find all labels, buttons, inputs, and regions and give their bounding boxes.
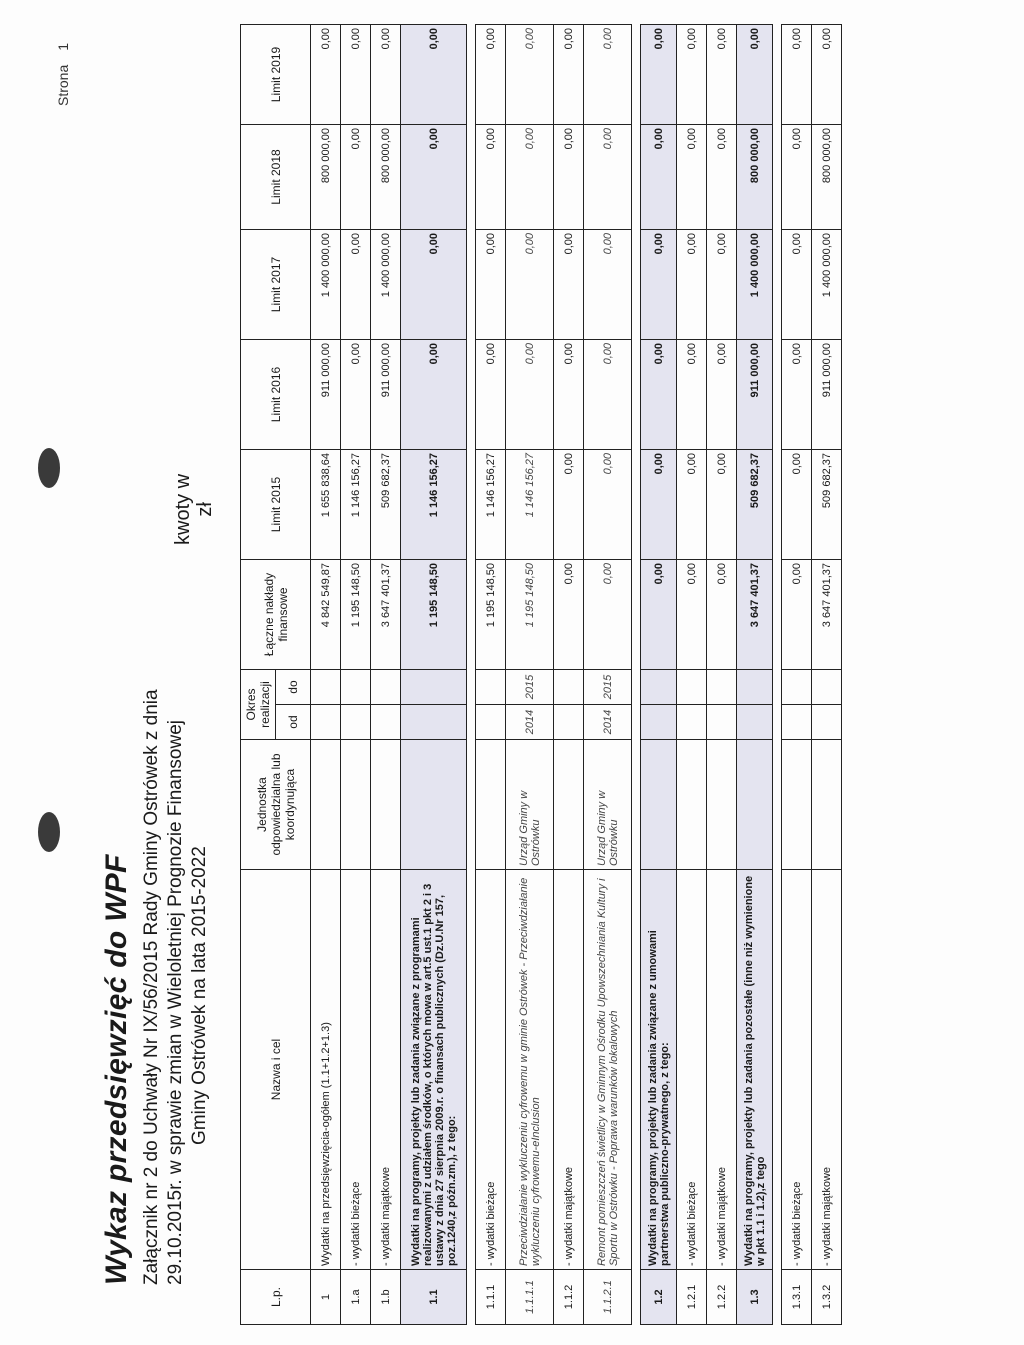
cell-l2016: 0,00: [476, 340, 506, 450]
cell-l2018: 0,00: [782, 125, 812, 230]
cell-unit: [341, 740, 371, 870]
table-row: [371, 25, 401, 1325]
cell-lp: 1.3.1: [782, 1270, 812, 1325]
cell-l2017: 0,00: [341, 230, 371, 340]
cell-l2018: 0,00: [554, 125, 584, 230]
cell-lp: 1.1.2: [554, 1270, 584, 1325]
cell-l2016: 911 000,00: [311, 340, 341, 450]
cell-name: - wydatki majątkowe: [812, 870, 842, 1270]
table-row: [506, 25, 554, 1325]
cell-od: [311, 705, 341, 740]
cell-l2019: 0,00: [812, 25, 842, 125]
cell-total: 0,00: [707, 560, 737, 670]
cell-l2018: 800 000,00: [737, 125, 773, 230]
cell-name: - wydatki bieżące: [476, 870, 506, 1270]
cell-lp: 1.3: [737, 1270, 773, 1325]
cell-l2015: 1 146 156,27: [506, 450, 554, 560]
col-period-to: do: [276, 670, 311, 705]
cell-do: [401, 670, 467, 705]
cell-l2015: 0,00: [707, 450, 737, 560]
cell-l2017: 0,00: [554, 230, 584, 340]
cell-do: [737, 670, 773, 705]
cell-total: 3 647 401,37: [737, 560, 773, 670]
cell-od: [737, 705, 773, 740]
cell-l2015: 0,00: [641, 450, 677, 560]
table-gap-cell: [467, 25, 476, 1325]
cell-do: [812, 670, 842, 705]
currency-note-line2: zł: [194, 502, 216, 517]
cell-l2015: 0,00: [782, 450, 812, 560]
table-row: [707, 25, 737, 1325]
cell-l2019: 0,00: [476, 25, 506, 125]
cell-total: 0,00: [584, 560, 632, 670]
cell-od: [677, 705, 707, 740]
cell-l2016: 0,00: [584, 340, 632, 450]
cell-name: - wydatki majątkowe: [554, 870, 584, 1270]
cell-name: - wydatki majątkowe: [371, 870, 401, 1270]
cell-do: 2015: [584, 670, 632, 705]
cell-l2017: 0,00: [506, 230, 554, 340]
cell-total: 1 195 148,50: [476, 560, 506, 670]
cell-l2019: 0,00: [584, 25, 632, 125]
col-limit-2017: Limit 2017: [241, 230, 311, 340]
cell-unit: [677, 740, 707, 870]
cell-lp: 1.b: [371, 1270, 401, 1325]
cell-lp: 1.2.2: [707, 1270, 737, 1325]
col-lp: L.p.: [241, 1270, 311, 1325]
cell-od: 2014: [506, 705, 554, 740]
cell-do: [707, 670, 737, 705]
cell-unit: [311, 740, 341, 870]
cell-od: [371, 705, 401, 740]
cell-l2018: 0,00: [707, 125, 737, 230]
table-row: [812, 25, 842, 1325]
cell-l2016: 911 000,00: [371, 340, 401, 450]
table-gap: [773, 25, 782, 1325]
cell-unit: [554, 740, 584, 870]
cell-od: [641, 705, 677, 740]
table-row: [737, 25, 773, 1325]
cell-l2019: 0,00: [341, 25, 371, 125]
cell-l2016: 0,00: [782, 340, 812, 450]
table-row: [341, 25, 371, 1325]
cell-l2015: 0,00: [584, 450, 632, 560]
cell-name: Remont pomieszczeń świetlicy w Gminnym Ośrodku Upowszechniania Kultury i Sportu w Ostrówku - Poprawa warunków lokalowych: [584, 870, 632, 1270]
col-period-from: od: [276, 705, 311, 740]
table-row: [311, 25, 341, 1325]
cell-l2017: 0,00: [677, 230, 707, 340]
cell-l2015: 1 146 156,27: [341, 450, 371, 560]
cell-lp: 1.3.2: [812, 1270, 842, 1325]
cell-l2017: 0,00: [401, 230, 467, 340]
cell-l2017: 1 400 000,00: [812, 230, 842, 340]
cell-unit: [707, 740, 737, 870]
cell-l2018: 0,00: [401, 125, 467, 230]
cell-l2016: 0,00: [554, 340, 584, 450]
cell-l2015: 0,00: [554, 450, 584, 560]
cell-l2019: 0,00: [737, 25, 773, 125]
col-limit-2018: Limit 2018: [241, 125, 311, 230]
col-limit-2015: Limit 2015: [241, 450, 311, 560]
cell-od: 2014: [584, 705, 632, 740]
cell-l2016: 0,00: [506, 340, 554, 450]
cell-name: - wydatki bieżące: [677, 870, 707, 1270]
cell-total: 1 195 148,50: [506, 560, 554, 670]
cell-do: 2015: [506, 670, 554, 705]
cell-do: [677, 670, 707, 705]
cell-l2018: 800 000,00: [311, 125, 341, 230]
cell-l2016: 911 000,00: [737, 340, 773, 450]
cell-do: [641, 670, 677, 705]
cell-l2017: 1 400 000,00: [737, 230, 773, 340]
cell-l2015: 1 146 156,27: [476, 450, 506, 560]
cell-unit: [641, 740, 677, 870]
table-gap-cell: [632, 25, 641, 1325]
cell-lp: 1.1.1.1: [506, 1270, 554, 1325]
currency-note: [172, 474, 216, 545]
cell-l2015: 509 682,37: [812, 450, 842, 560]
cell-od: [782, 705, 812, 740]
cell-l2016: 0,00: [341, 340, 371, 450]
cell-od: [707, 705, 737, 740]
cell-do: [476, 670, 506, 705]
cell-l2019: 0,00: [677, 25, 707, 125]
cell-do: [371, 670, 401, 705]
cell-lp: 1.1.2.1: [584, 1270, 632, 1325]
col-period: Okres realizacji: [241, 670, 276, 740]
cell-unit: [782, 740, 812, 870]
cell-unit: [401, 740, 467, 870]
cell-l2019: 0,00: [401, 25, 467, 125]
cell-l2016: 0,00: [641, 340, 677, 450]
table-row: [401, 25, 467, 1325]
currency-note-line1: kwoty w: [172, 473, 194, 545]
cell-name: - wydatki majątkowe: [707, 870, 737, 1270]
cell-unit: Urząd Gminy w Ostrówku: [506, 740, 554, 870]
cell-total: 1 195 148,50: [341, 560, 371, 670]
cell-name: Przeciwdziałanie wykluczeniu cyfrowemu w gminie Ostrówek - Przeciwdziałanie wykluczeniu cyfrowemu-eInclusion: [506, 870, 554, 1270]
cell-total: 0,00: [641, 560, 677, 670]
cell-lp: 1.1.1: [476, 1270, 506, 1325]
cell-unit: [812, 740, 842, 870]
cell-l2016: 0,00: [401, 340, 467, 450]
cell-do: [341, 670, 371, 705]
cell-od: [476, 705, 506, 740]
cell-l2019: 0,00: [707, 25, 737, 125]
cell-l2016: 0,00: [677, 340, 707, 450]
cell-unit: [737, 740, 773, 870]
page-number: [55, 43, 71, 120]
cell-l2018: 800 000,00: [812, 125, 842, 230]
cell-l2016: 0,00: [707, 340, 737, 450]
col-limit-2016: Limit 2016: [241, 340, 311, 450]
cell-l2018: 800 000,00: [371, 125, 401, 230]
cell-l2018: 0,00: [677, 125, 707, 230]
cell-l2015: 509 682,37: [737, 450, 773, 560]
col-total: Łączne nakłady finansowe: [241, 560, 311, 670]
cell-lp: 1.1: [401, 1270, 467, 1325]
cell-l2017: 1 400 000,00: [311, 230, 341, 340]
cell-l2017: 0,00: [707, 230, 737, 340]
cell-l2018: 0,00: [506, 125, 554, 230]
cell-od: [812, 705, 842, 740]
cell-l2019: 0,00: [554, 25, 584, 125]
subtitle-line-2: 29.10.2015r. w sprawie zmian w Wieloletniej Prognozie Finansowej: [165, 719, 186, 1285]
table-body: [311, 25, 842, 1325]
cell-l2019: 0,00: [311, 25, 341, 125]
cell-total: 3 647 401,37: [812, 560, 842, 670]
cell-name: - wydatki bieżące: [782, 870, 812, 1270]
cell-name: Wydatki na programy, projekty lub zadania związane z umowami partnerstwa publiczno-prywatnego, z tego:: [641, 870, 677, 1270]
cell-do: [782, 670, 812, 705]
cell-l2019: 0,00: [371, 25, 401, 125]
cell-total: 3 647 401,37: [371, 560, 401, 670]
cell-l2019: 0,00: [782, 25, 812, 125]
cell-name: - wydatki bieżące: [341, 870, 371, 1270]
page-number-value: 1: [55, 42, 71, 51]
cell-l2017: 1 400 000,00: [371, 230, 401, 340]
table-row: [476, 25, 506, 1325]
subtitle-line-3: Gminy Ostrówek na lata 2015-2022: [189, 846, 210, 1145]
cell-total: 0,00: [554, 560, 584, 670]
cell-unit: [476, 740, 506, 870]
cell-l2015: 0,00: [677, 450, 707, 560]
cell-name: Wydatki na programy, projekty lub zadania pozostałe (inne niż wymienione w pkt 1.1 i 1.2),z tego: [737, 870, 773, 1270]
col-name: Nazwa i cel: [241, 870, 311, 1270]
table-gap: [632, 25, 641, 1325]
cell-total: 0,00: [782, 560, 812, 670]
cell-l2016: 911 000,00: [812, 340, 842, 450]
cell-lp: 1.2.1: [677, 1270, 707, 1325]
cell-total: 0,00: [677, 560, 707, 670]
cell-l2017: 0,00: [584, 230, 632, 340]
document-title: Wykaz przedsięwzięć do WPF: [100, 854, 133, 1285]
cell-unit: [371, 740, 401, 870]
page-label: Strona: [55, 64, 71, 106]
cell-do: [554, 670, 584, 705]
col-limit-2019: Limit 2019: [241, 25, 311, 125]
cell-l2018: 0,00: [584, 125, 632, 230]
cell-l2017: 0,00: [476, 230, 506, 340]
cell-od: [554, 705, 584, 740]
table-row: [782, 25, 812, 1325]
subtitle-line-1: Załącznik nr 2 do Uchwały Nr IX/56/2015 Rady Gminy Ostrówek z dnia: [141, 689, 162, 1285]
cell-l2019: 0,00: [506, 25, 554, 125]
table-row: [584, 25, 632, 1325]
cell-l2015: 509 682,37: [371, 450, 401, 560]
projects-table: [240, 24, 842, 1325]
cell-name: Wydatki na programy, projekty lub zadania związane z programami realizowanymi z udziałem środków, o których mowa w art.5 ust.1 pkt 2 i 3 ustawy z dnia 27 sierpnia 2009.r. o finansach publicznych (Dz.U.Nr 157, poz.1240,z późn.zm.), z tego:: [401, 870, 467, 1270]
cell-lp: 1: [311, 1270, 341, 1325]
table-row: [641, 25, 677, 1325]
cell-od: [341, 705, 371, 740]
cell-name: Wydatki na przedsięwzięcia-ogółem (1.1+1.2+1.3): [311, 870, 341, 1270]
cell-unit: Urząd Gminy w Ostrówku: [584, 740, 632, 870]
cell-l2017: 0,00: [641, 230, 677, 340]
cell-do: [311, 670, 341, 705]
cell-total: 1 195 148,50: [401, 560, 467, 670]
col-unit: Jednostka odpowiedzialna lub koordynująca: [241, 740, 311, 870]
table-gap: [467, 25, 476, 1325]
table-row: [554, 25, 584, 1325]
cell-l2015: 1 655 838,64: [311, 450, 341, 560]
table-gap-cell: [773, 25, 782, 1325]
cell-l2018: 0,00: [641, 125, 677, 230]
cell-l2019: 0,00: [641, 25, 677, 125]
cell-l2018: 0,00: [476, 125, 506, 230]
cell-l2017: 0,00: [782, 230, 812, 340]
cell-total: 4 842 549,87: [311, 560, 341, 670]
cell-l2015: 1 146 156,27: [401, 450, 467, 560]
cell-od: [401, 705, 467, 740]
cell-l2018: 0,00: [341, 125, 371, 230]
table-row: [677, 25, 707, 1325]
cell-lp: 1.2: [641, 1270, 677, 1325]
cell-lp: 1.a: [341, 1270, 371, 1325]
